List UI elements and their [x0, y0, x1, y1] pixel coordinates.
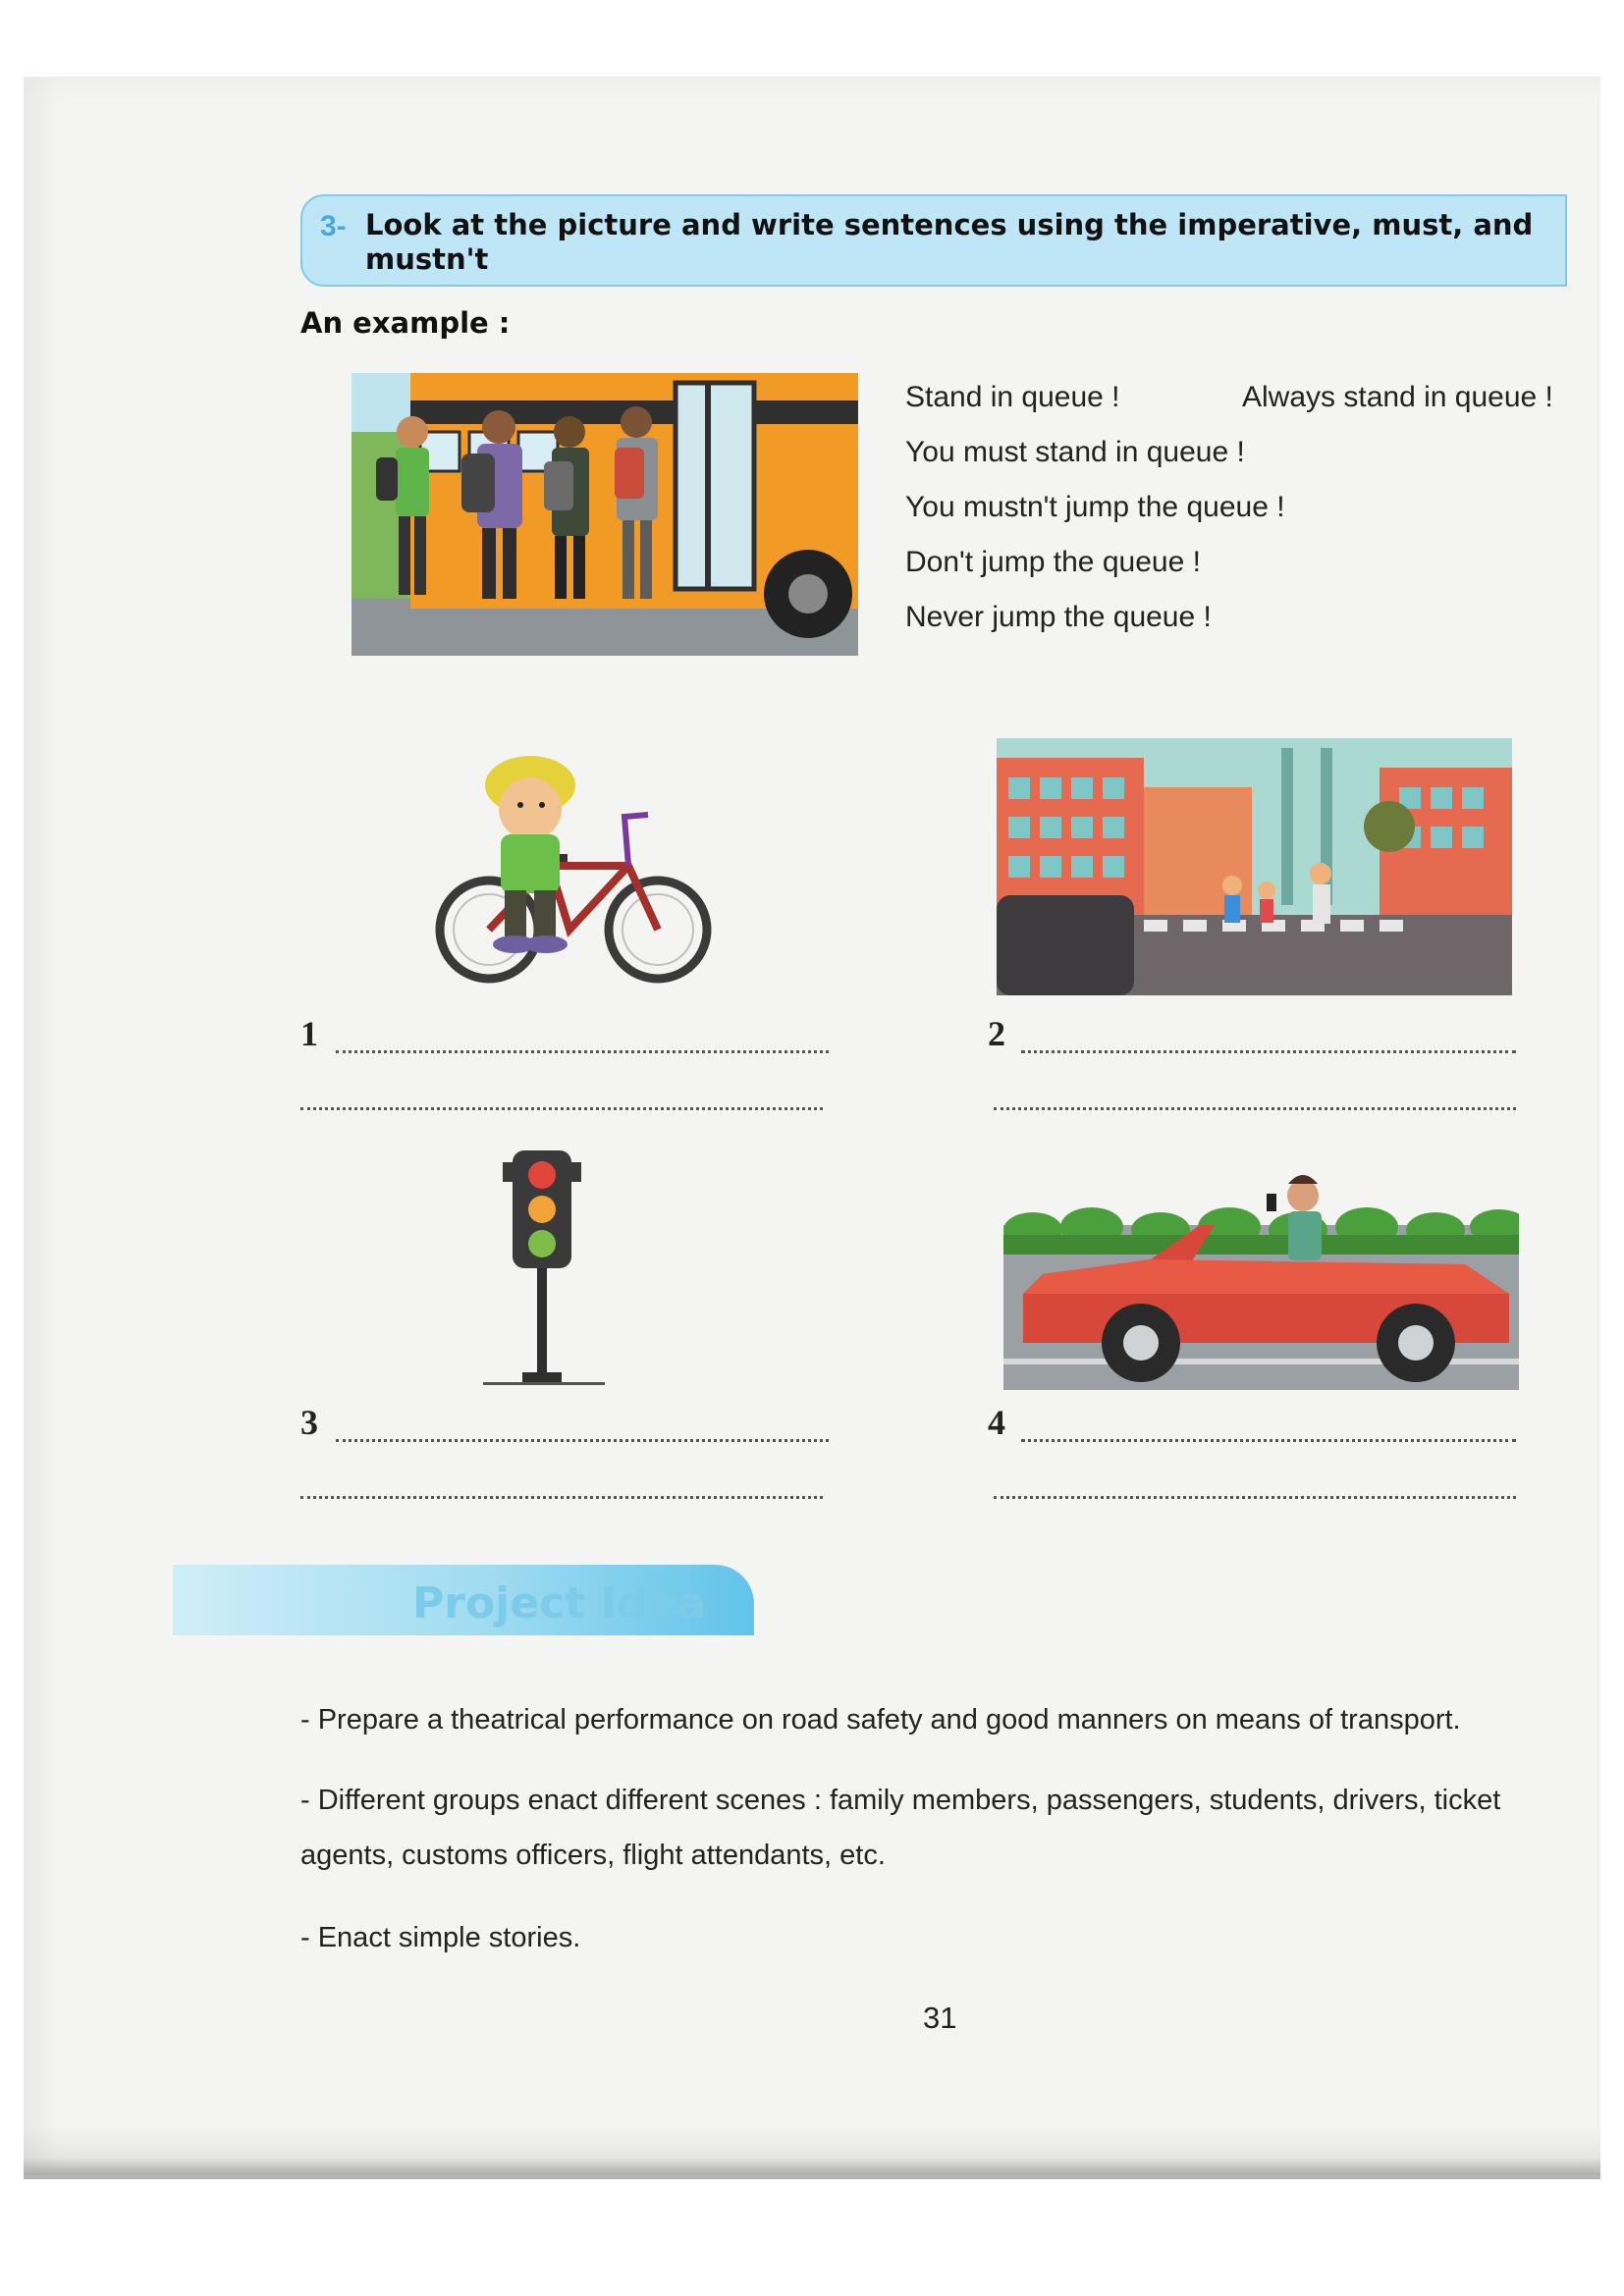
answer-line[interactable] [300, 1107, 823, 1110]
answer-number: 1 [300, 1014, 318, 1053]
instruction-banner [300, 194, 1567, 287]
project-idea-banner [173, 1565, 754, 1635]
exercise-number: 3- [320, 210, 347, 242]
answer-line[interactable] [1021, 1439, 1516, 1442]
answer-line[interactable] [336, 1439, 829, 1442]
street-crossing-picture [997, 738, 1512, 995]
answer-number: 4 [988, 1403, 1005, 1442]
answer-line[interactable] [994, 1107, 1516, 1110]
example-sentence: Always stand in queue ! [1242, 381, 1553, 413]
project-idea-item: - Different groups enact different scenes : family members, passengers, students, drivers, ticket agents, customs officers, flight attendants, etc. [300, 1785, 1501, 1871]
project-idea-title: Project Idea [412, 1578, 706, 1629]
example-sentence: Never jump the queue ! [905, 601, 1212, 633]
answer-number: 2 [988, 1014, 1005, 1053]
project-idea-item: - Prepare a theatrical performance on road safety and good manners on means of transport. [300, 1704, 1461, 1735]
car-driver-phone-picture [1003, 1166, 1519, 1390]
example-label: An example : [300, 306, 511, 340]
instruction-text: Look at the picture and write sentences using the imperative, must, and mustn't [365, 208, 1534, 276]
example-sentence: You mustn't jump the queue ! [905, 491, 1285, 523]
answer-line[interactable] [300, 1496, 823, 1499]
boy-with-bicycle-picture [432, 738, 727, 986]
page-bottom-shadow [24, 2125, 1600, 2179]
example-sentence: You must stand in queue ! [905, 436, 1245, 468]
answer-number: 3 [300, 1403, 318, 1442]
project-idea-item: - Enact simple stories. [300, 1922, 581, 1953]
example-sentence: Stand in queue ! [905, 381, 1120, 413]
example-sentence: Don't jump the queue ! [905, 546, 1201, 578]
example-bus-queue-picture [352, 373, 858, 656]
answer-line[interactable] [336, 1050, 829, 1053]
page-number: 31 [923, 2001, 957, 2035]
traffic-light-picture [483, 1141, 605, 1396]
answer-line[interactable] [1021, 1050, 1516, 1053]
answer-line[interactable] [994, 1496, 1516, 1499]
